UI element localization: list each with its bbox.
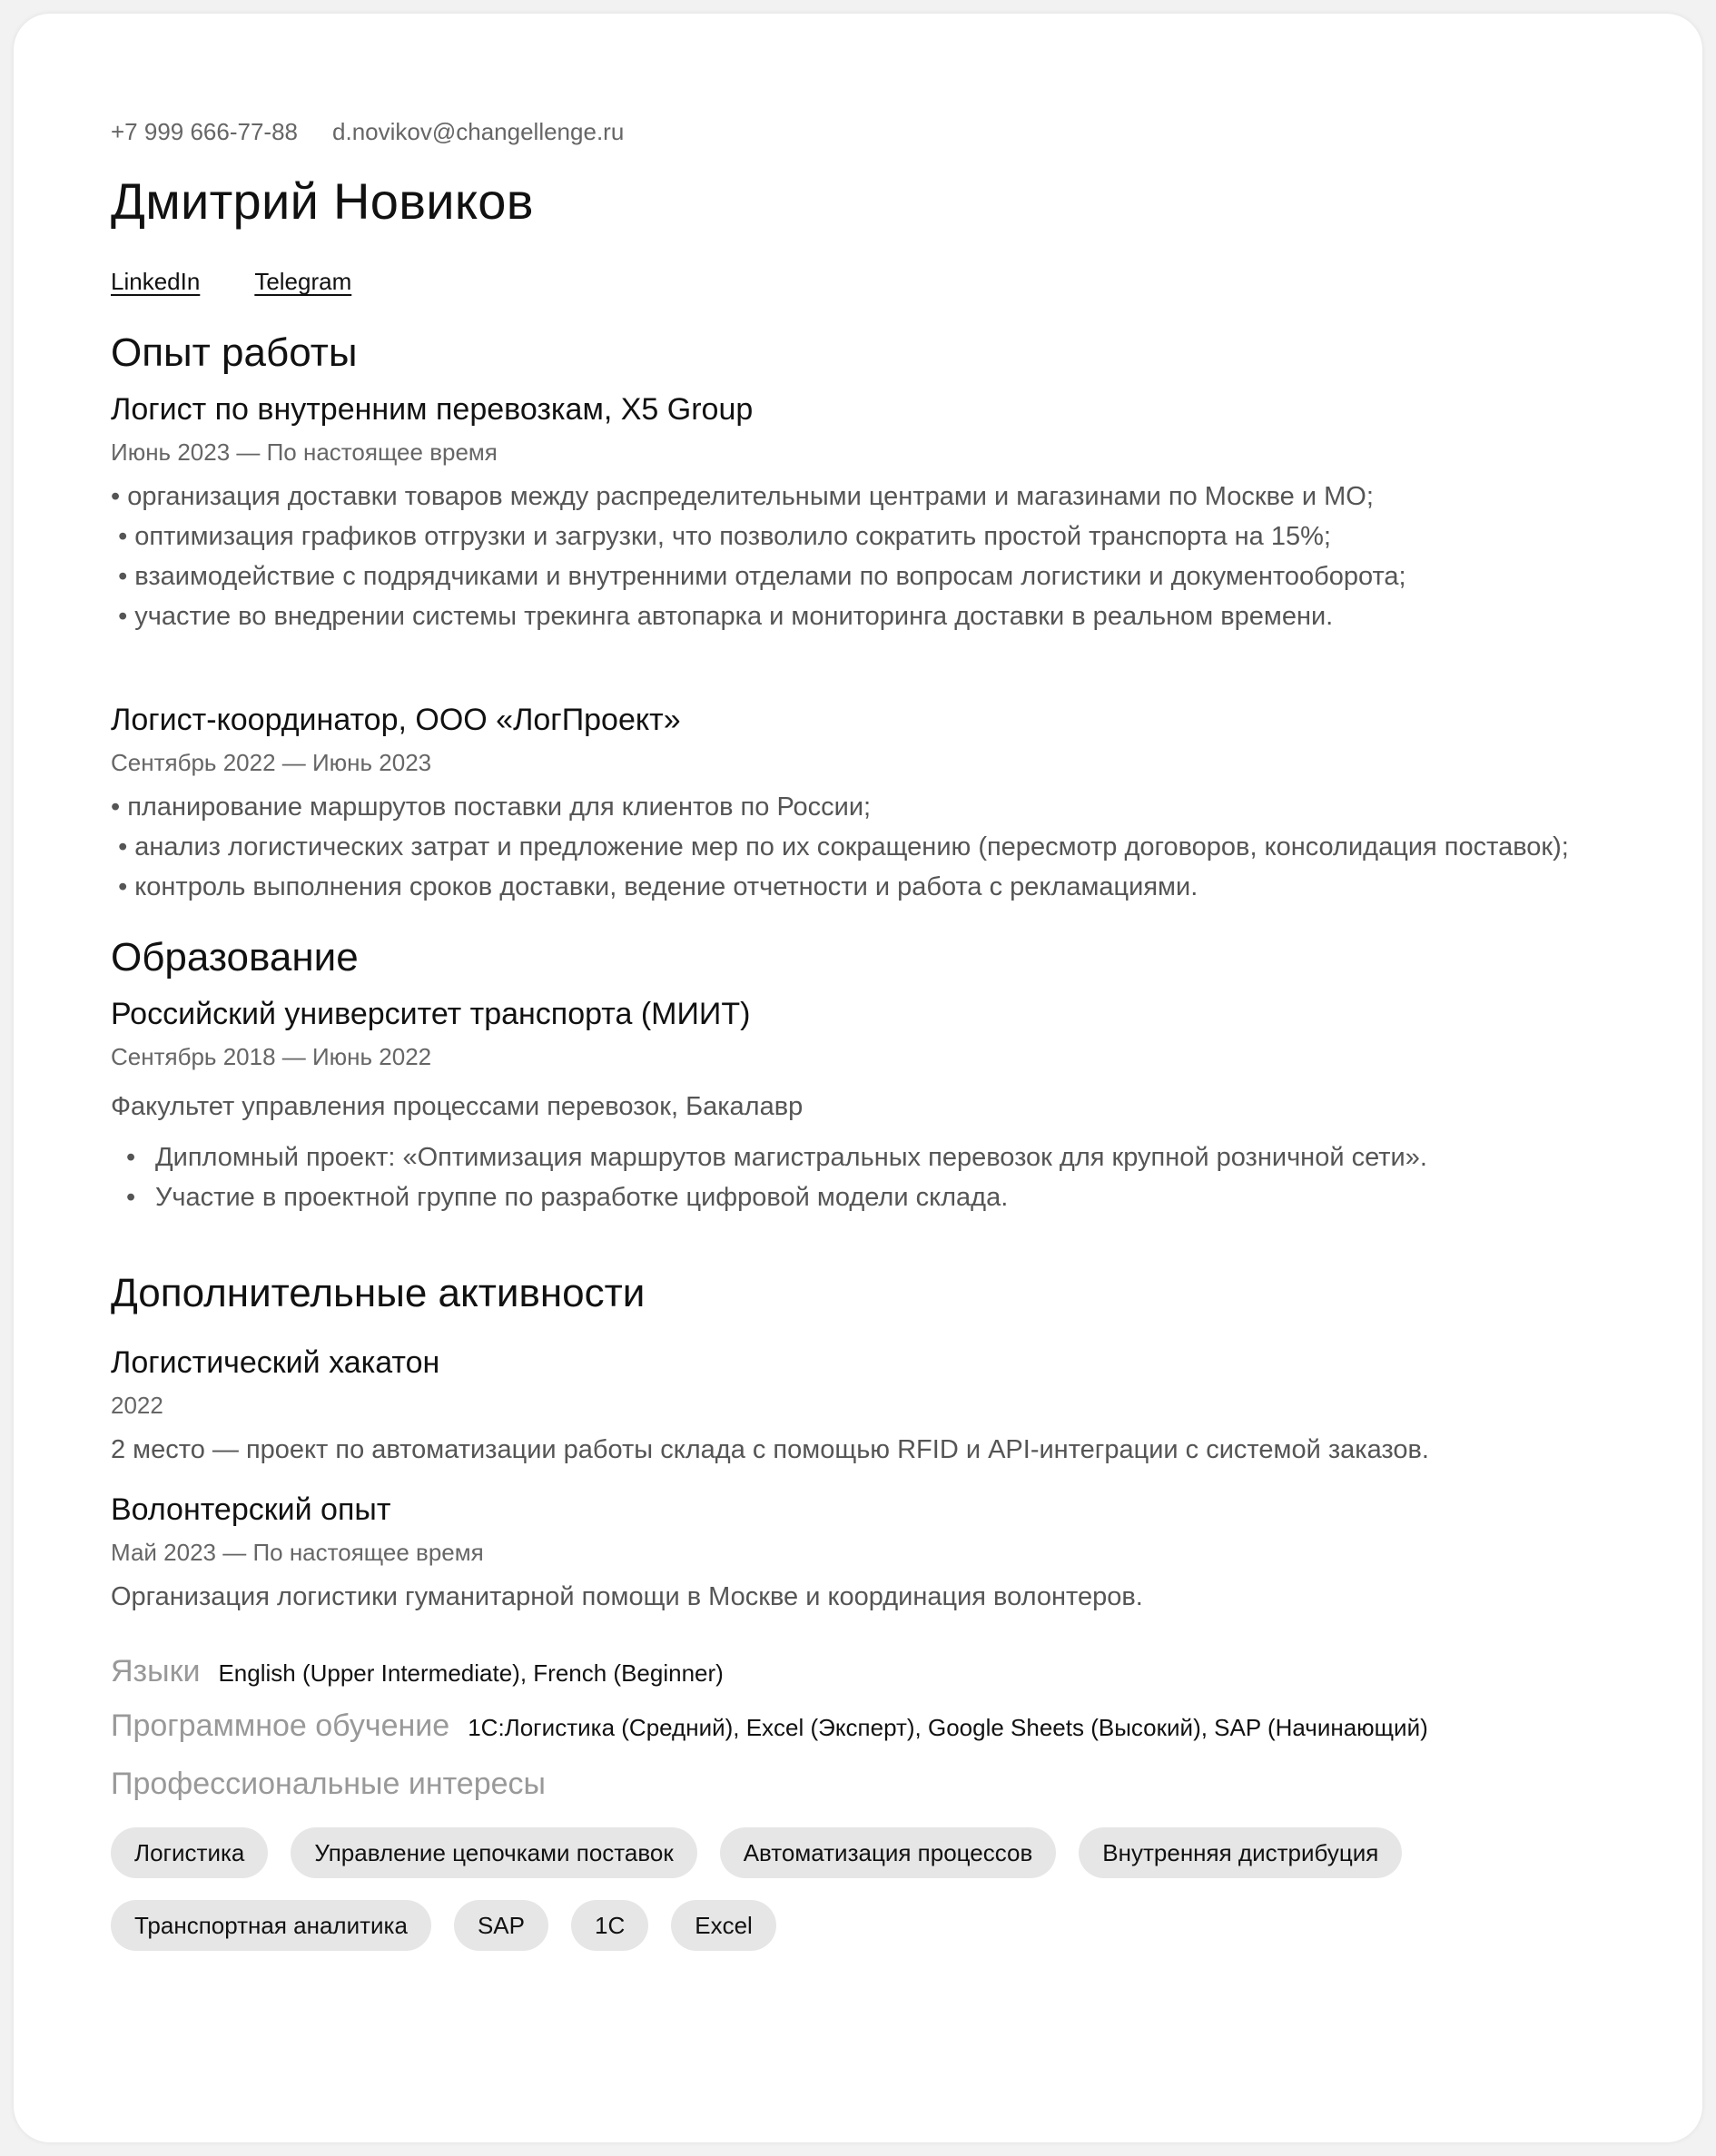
social-links xyxy=(111,266,1605,297)
job-dates: Сентябрь 2022 — Июнь 2023 xyxy=(111,749,432,776)
job-responsibilities xyxy=(111,787,1600,907)
languages-row xyxy=(111,1651,1605,1691)
section-title-activities: Дополнительные активности xyxy=(111,1271,646,1315)
linkedin-link[interactable]: LinkedIn xyxy=(111,268,201,295)
responsibility-line: • планирование маршрутов поставки для клиентов по России; xyxy=(111,793,872,822)
education-list xyxy=(111,1137,1605,1217)
activity-dates: Май 2023 — По настоящее время xyxy=(111,1539,484,1566)
software-row xyxy=(111,1706,1605,1746)
activity-title: Логистический хакатон xyxy=(111,1345,440,1380)
interest-tags xyxy=(111,1827,1527,1951)
job-title: Логист-координатор, ООО «ЛогПроект» xyxy=(111,703,681,737)
contact-info xyxy=(111,113,1605,150)
job-entry xyxy=(111,389,1605,636)
interest-tag[interactable]: 1С xyxy=(571,1900,648,1951)
interest-tag[interactable]: Внутренняя дистрибуция xyxy=(1079,1827,1402,1878)
university-name: Российский университет транспорта (МИИТ) xyxy=(111,997,751,1031)
responsibility-line: • анализ логистических затрат и предложение мер по их сокращению (пересмотр договоров, консолидация поставок); xyxy=(111,832,1569,861)
software-label: Программное обучение xyxy=(111,1708,450,1743)
activity-title: Волонтерский опыт xyxy=(111,1492,391,1527)
job-title: Логист по внутренним перевозкам, X5 Group xyxy=(111,392,754,427)
list-item: • Участие в проектной группе по разработке цифровой модели склада. xyxy=(126,1177,1605,1217)
section-title-experience: Опыт работы xyxy=(111,330,358,375)
responsibility-line: • взаимодействие с подрядчиками и внутренними отделами по вопросам логистики и документооборота; xyxy=(111,562,1406,591)
resume-card xyxy=(14,14,1702,2142)
interests-label: Профессиональные интересы xyxy=(111,1767,546,1801)
job-dates: Июнь 2023 — По настоящее время xyxy=(111,438,498,466)
interest-tag[interactable]: Excel xyxy=(671,1900,776,1951)
interest-tag[interactable]: Управление цепочками поставок xyxy=(291,1827,696,1878)
activity-entry xyxy=(111,1490,1605,1617)
activity-description: 2 место — проект по автоматизации работы склада с помощью RFID и API-интеграции с системой заказов. xyxy=(111,1435,1429,1464)
responsibility-line: • организация доставки товаров между распределительными центрами и магазинами по Москве и МО; xyxy=(111,482,1374,511)
telegram-link[interactable]: Telegram xyxy=(254,268,352,295)
job-entry xyxy=(111,700,1605,907)
interest-tag[interactable]: Автоматизация процессов xyxy=(720,1827,1057,1878)
section-title-education: Образование xyxy=(111,935,359,980)
responsibility-line: • оптимизация графиков отгрузки и загрузки, что позволило сократить простой транспорта на 15%; xyxy=(111,522,1331,551)
languages-label: Языки xyxy=(111,1654,201,1688)
education-dates: Сентябрь 2018 — Июнь 2022 xyxy=(111,1043,432,1070)
candidate-name: Дмитрий Новиков xyxy=(111,172,534,230)
job-responsibilities xyxy=(111,477,1605,636)
languages-value: English (Upper Intermediate), French (Beginner) xyxy=(218,1659,724,1687)
list-item: • Дипломный проект: «Оптимизация маршрутов магистральных перевозок для крупной розничной сети». xyxy=(126,1137,1605,1177)
responsibility-line: • участие во внедрении системы трекинга автопарка и мониторинга доставки в реальном времени. xyxy=(111,602,1334,631)
software-value: 1С:Логистика (Средний), Excel (Эксперт), Google Sheets (Высокий), SAP (Начинающий) xyxy=(468,1714,1428,1741)
activity-entry xyxy=(111,1343,1605,1470)
activity-dates: 2022 xyxy=(111,1392,163,1419)
education-entry xyxy=(111,994,1605,1217)
faculty-degree: Факультет управления процессами перевозок, Бакалавр xyxy=(111,1092,804,1121)
phone-number: +7 999 666-77-88 xyxy=(111,118,299,145)
interest-tag[interactable]: SAP xyxy=(454,1900,548,1951)
activity-description: Организация логистики гуманитарной помощи в Москве и координация волонтеров. xyxy=(111,1582,1143,1611)
responsibility-line: • контроль выполнения сроков доставки, ведение отчетности и работа с рекламациями. xyxy=(111,872,1198,901)
interest-tag[interactable]: Транспортная аналитика xyxy=(111,1900,431,1951)
email-address: d.novikov@changellenge.ru xyxy=(332,118,625,145)
interest-tag[interactable]: Логистика xyxy=(111,1827,268,1878)
